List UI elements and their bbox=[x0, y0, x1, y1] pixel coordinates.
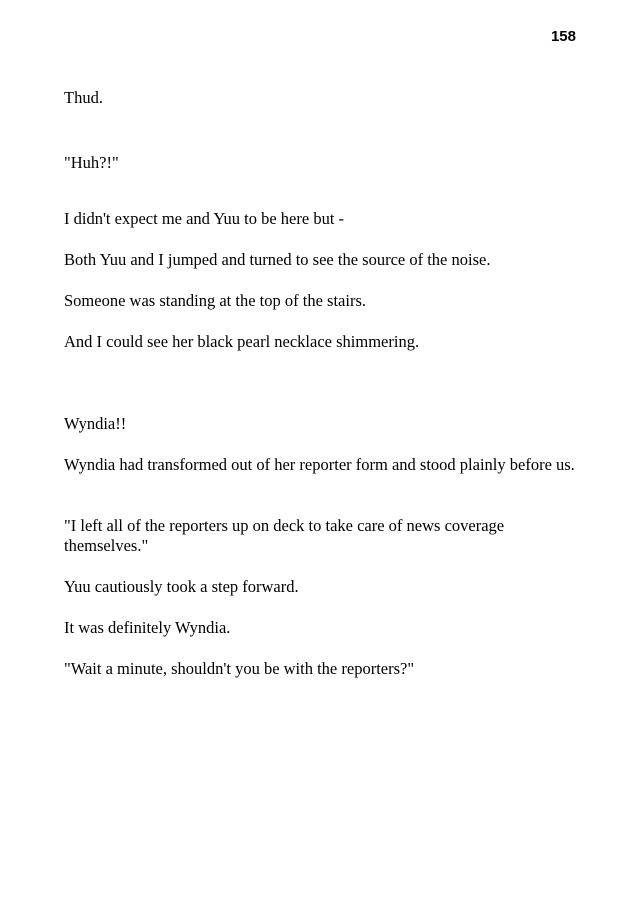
paragraph: Both Yuu and I jumped and turned to see the source of the noise. bbox=[64, 250, 491, 269]
paragraph: I didn't expect me and Yuu to be here but - bbox=[64, 209, 345, 228]
page-number: 158 bbox=[550, 28, 576, 45]
paragraph: It was definitely Wyndia. bbox=[64, 618, 231, 637]
paragraph: "Huh?!" bbox=[64, 153, 119, 172]
paragraph: Thud. bbox=[64, 88, 103, 107]
paragraph: "I left all of the reporters up on deck to take care of news coverage themselves." bbox=[64, 516, 505, 555]
paragraph: Someone was standing at the top of the stairs. bbox=[64, 291, 366, 310]
paragraph: And I could see her black pearl necklace shimmering. bbox=[64, 332, 420, 351]
paragraph: Wyndia!! bbox=[64, 414, 127, 433]
paragraph: "Wait a minute, shouldn't you be with the reporters?" bbox=[64, 659, 415, 678]
paragraph: Yuu cautiously took a step forward. bbox=[64, 577, 299, 596]
paragraph: Wyndia had transformed out of her reporter form and stood plainly before us. bbox=[64, 455, 575, 474]
